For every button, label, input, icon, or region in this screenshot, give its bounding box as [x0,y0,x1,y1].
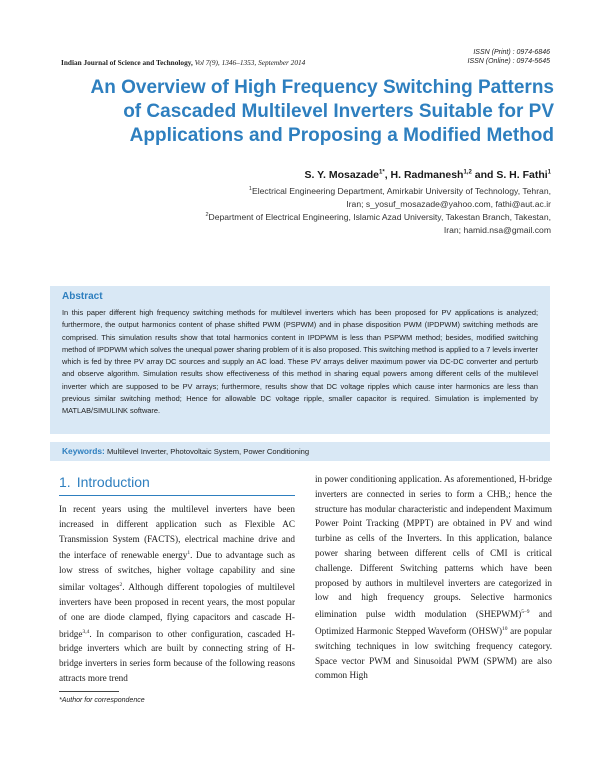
footnote: *Author for correspondence [59,697,145,704]
title-line-2: of Cascaded Multilevel Inverters Suitable for PV [123,101,554,122]
aff1-line-2: Iran; s_yosuf_mosazade@yahoo.com, fathi@aut.ac.ir [346,198,551,209]
section-number: 1. [59,474,71,490]
author-list [305,169,552,181]
left-ref-2: 2 [119,582,123,589]
left-text-4: . In comparison to other configuration, cascaded H-bridge inverters which are built by connecting string of H-bridge inverters in series form because of the following reasons attracts more trend [59,628,295,683]
aff1-sup: 1 [248,186,252,192]
left-ref-3: 3,4 [82,628,90,635]
journal-citation [61,58,305,67]
aff1-line-1: Electrical Engineering Department, Amirkabir University of Technology, Tehran, [251,185,551,196]
issn-print: ISSN (Print) : 0974-6846 [473,49,550,56]
author-2-sup: 1,2 [463,169,472,176]
author-1-sup: 1* [379,169,385,176]
left-text-2: . Due to advantage such as low stress of switches, higher voltage capability and sine similar voltages [59,550,295,593]
abstract-text: In this paper different high frequency switching methods for multilevel inverters which has been proposed for PV applications is analyzed; furthermore, the output harmonics content of phase shifted PWM (PSPWM) and in phase disposition PWM (IPDPWM) switching methods are comprised. This simulation results show that total harmonics content in IPDPWM is less than PSPWM method; besides, modified switching method of IPDPWM which solves the unequal power sharing problem of it is also proposed. This switching method is applied to a 7 levels inverter which is fed by three PV array DC sources and supply an AC load. These PV arrays deliver maximum power via DC-DC converter and perturb and observe algorithm. Simulation results show effectiveness of this method in sharing equal powers among different cells of the multilevel inverter which are supposed to be PV arrays; furthermore, results show that DC voltage ripples which cause inter harmonics are less than previous similar switching method; Hence for allowable DC voltage ripple, smaller capacitor is required. Simulation is implemented by MATLAB/SIMULINK software. [62,308,538,416]
abstract-box [50,286,550,434]
footnote-divider [59,691,119,692]
author-3-sup: 1 [547,169,551,176]
author-2: , H. Radmanesh [384,169,464,181]
keywords-label: Keywords: [62,446,105,456]
aff2-line-2: Iran; hamid.nsa@gmail.com [443,224,551,235]
right-text-3: are popular switching techniques in low switching frequency category. Space vector PWM and Sinusoidal PWM (SPWM) are also common High [315,626,552,681]
keywords-box [50,442,550,461]
left-text-3: . Although different topologies of multilevel inverters have been proposed in recent years, the most popular of one are diode clamped, flying capacitors and cascade H-bridge [59,582,295,639]
right-column-text [315,472,552,683]
section-heading [59,474,295,496]
right-text-1: in power conditioning application. As aforementioned, H-bridge inverters are connected in series to form a CHB,; hence the structure has modular characteristic and independent Maximum Power Point Tracking (MPPT) are obtained in PV and wind turbine as cells of the Inverters. In this application, balance power sharing between different cells of CMI is critical challenge. Different Switching patterns which have been proposed by authors in multilevel inverters are categorized in low and high frequency groups. Selective harmonics elimination pulse width modulation (SHEPWM) [315,474,552,620]
paper-title [34,76,554,148]
left-column-text [59,502,295,686]
title-line-3: Applications and Proposing a Modified Method [129,125,554,146]
abstract-heading: Abstract [62,291,103,302]
author-1: S. Y. Mosazade [304,169,380,181]
journal-name: Indian Journal of Science and Technology, [61,58,193,67]
aff2-line-1: Department of Electrical Engineering, Islamic Azad University, Takestan Branch, Takestan, [208,211,551,222]
left-text-1: In recent years using the multilevel inverters have been increased in different application such as Flexible AC Transmission System (FACTS), electrical machine drive and the interface of renewable energy [59,504,295,561]
right-text-2: and Optimized Harmonic Stepped Waveform (OHSW) [315,609,553,637]
journal-issue: Vol 7(9), 1346–1353, September 2014 [194,58,306,67]
author-3: and S. H. Fathi [471,169,548,181]
right-ref-2: 10 [502,626,508,633]
affiliation-1 [249,183,551,211]
keywords-text: Multilevel Inverter, Photovoltaic System, Power Conditioning [106,447,310,456]
issn-block [468,48,551,66]
right-ref-1: 5–9 [521,609,530,616]
left-ref-1: 1 [187,550,191,557]
section-title: Introduction [76,474,150,490]
affiliation-2 [205,209,551,237]
aff2-sup: 2 [205,212,209,218]
issn-online: ISSN (Online) : 0974-5645 [467,58,550,65]
title-line-1: An Overview of High Frequency Switching Patterns [90,77,554,98]
